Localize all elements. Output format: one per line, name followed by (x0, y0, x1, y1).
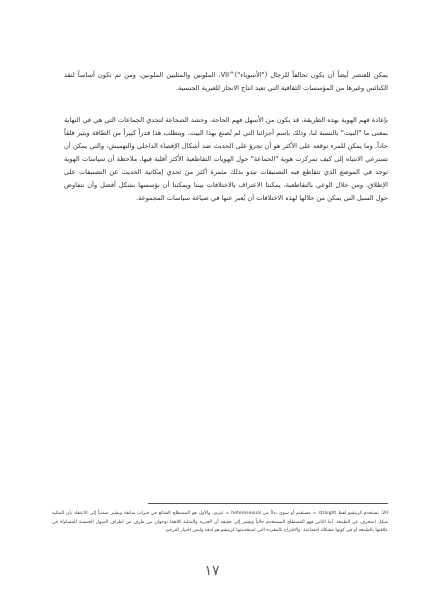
body-paragraph: بإعادة فهم الهوية بهذه الطريقة، قد يكون من الأسهل فهم الحاجة، وحشد الشجاعة لتحدي الجماعات التي هي في النهاية بمعنى ما "البيت" بالنسبة لنا، وذلك باسم أجزائنا التي لم تُصنع بهذا البيت. ويتطلب هذا قدراً كبيراً من الطاقة ويثير قلقاً حاداً. وما يمكن للمرء توقعه على الأكثر هو أن تجرؤ على الحديث ضد أشكال الإقصاء الداخلي والتهميش، والتي يمكن أن تسترعي الانتباه إلى كيف تمركزت هوية "الجماعة" حول الهويات التقاطعية الأكثر أقلية فيها. ملاحظة أن سياسات الهوية توجد في الموضع الذي تتقاطع فيه التصنيفات تبدو بذلك مثمرة أكثر من تحدي إمكانية الحديث عن التصنيفات على الإطلاق. ومن خلال الوعي بالتقاطعية، يمكننا الاعتراف بالاختلافات بيننا ويمكننا أن نؤسسها بشكل أفضل وأن نتفاوض حول السبل التي يمكن من خلالها لهذه الاختلافات أن يُعبر عنها في صياغة سياسات المجموعة. (64, 116, 388, 202)
footnote-text: VII. تستخدم كرينشو لفظ straight = مستقيم أو سوي بدلاً من heterosexual = غيري، والأول هو المصطلح الشائع في فترات سابقة ويشير ضمنياً إلى الاعتقاد بأن المثلية شكل (منحرف عن الطبيعة. أما الثاني فهو المصطلح المستخدم حالياً ويشير إلى حقيقة أن الغيرية والمثلية كلاهما توجهان بين طرف من أطراف الميول الجنسية للمساواة في علاقتها بالطبيعة أو في كونها مشكلة اجتماعية. والاقتراح بالمفردة التي استخدمتها كرينشو هو لدقة وليس اختيار للترجم. (52, 511, 388, 534)
body-paragraph: يمكن للعنصر أيضاً أن يكون تحالفاً للرجال ("الأسوياء")^VII، الملونين والمثليين الملونين، ومن ثم تكون أساساً لنقد الكنائس وغيرها من المؤسسات الثقافية التي تعيد انتاج الانجاز للغيرية الجنسية. (64, 71, 388, 92)
footnote-separator (148, 503, 388, 504)
page-number: ١٧ (204, 563, 220, 579)
